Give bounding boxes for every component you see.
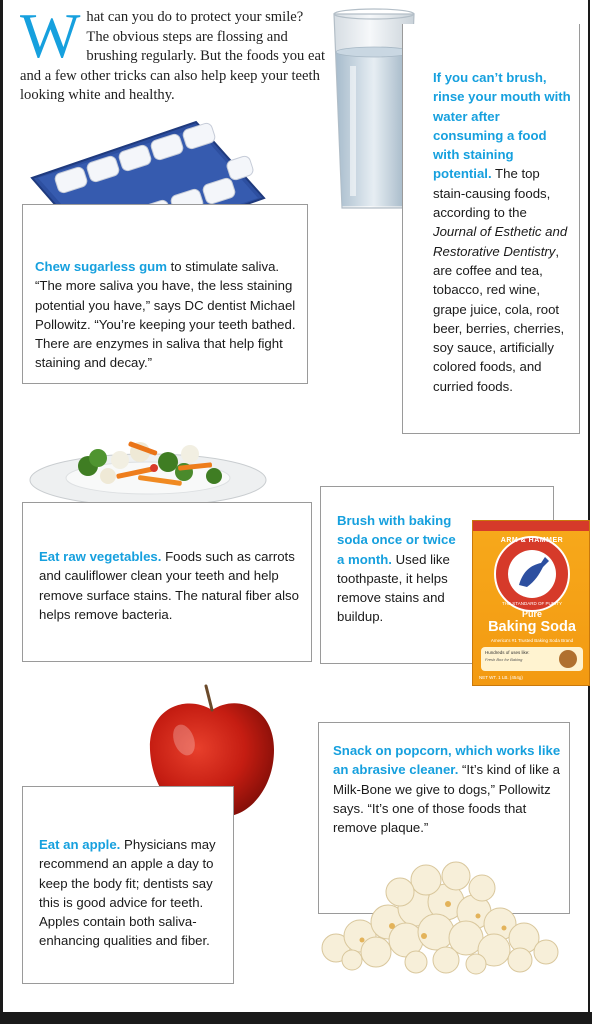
page-bottom-bar (0, 1012, 592, 1024)
tip-box-apple (22, 786, 234, 984)
tip-rinse-heading: If you can’t brush, rinse your mouth with water after consuming a food with staining potential. (433, 70, 571, 182)
tip-popcorn-body: “It’s kind of like a Milk-Bone we give to dogs,” Pollowitz says. “It’s one of those foods that remove plaque.” (333, 762, 561, 836)
baking-soda-pure: Pure (521, 609, 542, 619)
baking-soda-net-wt: NET WT. 1 LB. (454g) (479, 675, 523, 680)
tip-baking-soda-body: Used like toothpaste, it helps remove stains and buildup. (337, 551, 450, 625)
tip-apple-body: Physicians may recommend an apple a day to keep the body fit; dentists say this is good advice for teeth. Apples contain both saliva-enhancing qualities and fiber. (39, 837, 216, 949)
tip-gum-heading: Chew sugarless gum (35, 259, 167, 274)
baking-soda-product: Baking Soda (488, 619, 576, 635)
tip-box-gum (22, 204, 308, 384)
vegetable-plate-image (28, 438, 268, 510)
tip-apple-heading: Eat an apple. (39, 837, 121, 852)
baking-soda-brand: ARM & HAMMER (500, 537, 564, 544)
baking-soda-tagline: America's #1 Trusted Baking Soda Brand (490, 638, 574, 643)
baking-soda-box-image (472, 520, 590, 686)
intro-text: hat can you do to protect your smile? The obvious steps are flossing and brushing regularly. But the foods you eat and a few other tricks can also help keep your teeth looking white and healthy. (20, 9, 325, 103)
tip-popcorn-heading: Snack on popcorn, which works like an abrasive cleaner. (333, 743, 561, 778)
tip-rinse-journal: Journal of Esthetic and Restorative Dentistry (433, 224, 568, 259)
baking-soda-seal-text: THE STANDARD OF PURITY (502, 601, 562, 606)
popcorn-image (296, 852, 568, 976)
tip-box-vegetables (22, 502, 312, 662)
tip-box-rinse (402, 24, 580, 434)
baking-soda-uses-label: Hundreds of uses like: (485, 650, 530, 655)
intro-paragraph (20, 0, 326, 106)
tip-gum-body: to stimulate saliva. “The more saliva you have, the less staining potential you have,” says DC dentist Michael Pollowitz. “You’re keeping your teeth bathed. There are enzymes in saliva that help fight staining and decay.” (35, 259, 296, 371)
tip-vegetables-heading: Eat raw vegetables. (39, 549, 162, 564)
tip-baking-soda-heading: Brush with baking soda once or twice a month. (337, 513, 456, 567)
tip-rinse-body-1: The top stain-causing foods, according to the (433, 166, 551, 221)
tip-rinse-body-2: , are coffee and tea, tobacco, red wine, grape juice, cola, root beer, berries, cherries, soy sauce, artificially colored foods, and curried foods. (433, 243, 565, 394)
baking-soda-uses (481, 647, 583, 671)
baking-soda-uses-sub: Fresh Box for Baking (485, 657, 523, 662)
tip-vegetables-body: Foods such as carrots and cauliflower clean your teeth and help remove surface stains. The natural fiber also helps remove bacteria. (39, 549, 299, 622)
drop-cap: W (20, 0, 81, 71)
cookie-icon (559, 650, 577, 668)
